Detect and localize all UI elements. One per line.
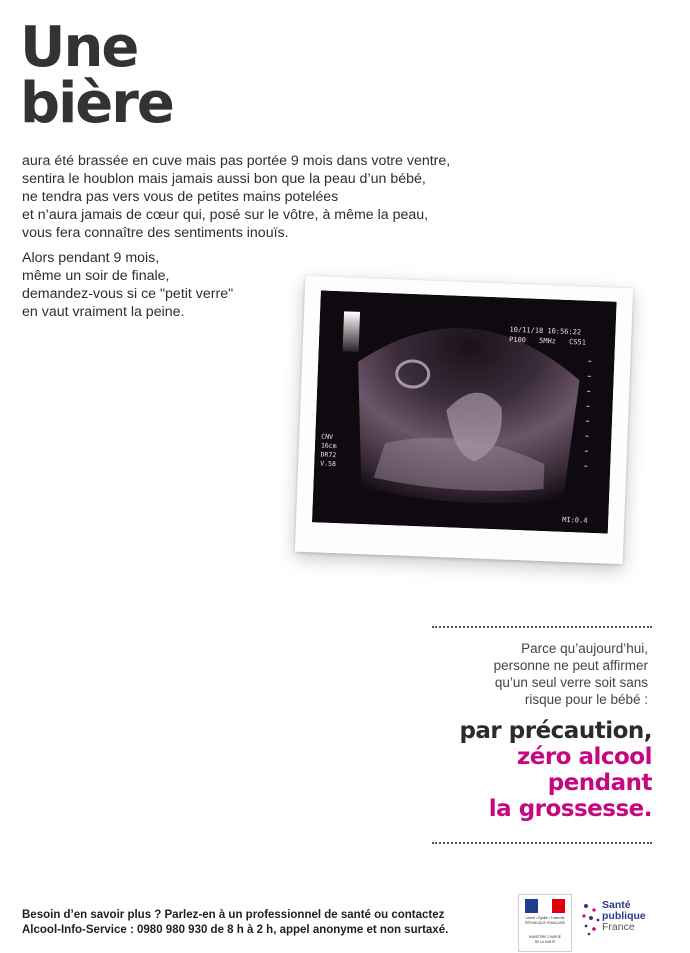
ultrasound-frequency: 5MHz (538, 336, 557, 346)
body-line: vous fera connaître des sentiments inouïs. (22, 225, 289, 241)
subcopy-line: risque pour le bébé : (524, 692, 648, 707)
subcopy (430, 640, 648, 708)
ultrasound-readout: CNV (321, 432, 334, 441)
ultrasound-mode: CS51 (568, 337, 587, 347)
gov-motto: Liberté • Égalité • Fraternité (525, 916, 565, 920)
sp-line-3: France (602, 921, 635, 933)
slogan-line-3: pendant (547, 770, 652, 796)
french-flag-icon (525, 899, 565, 913)
body-line: sentira le houblon mais jamais aussi bon que la peau d’un bébé, (22, 171, 426, 187)
gov-ministry: DE LA SANTÉ (534, 940, 556, 944)
body-line: en vaut vraiment la peine. (22, 304, 185, 320)
body-line: même un soir de finale, (22, 268, 170, 284)
republique-francaise-logo (518, 894, 572, 952)
slogan-line-4: la grossesse. (488, 796, 652, 822)
subcopy-line: personne ne peut affirmer (493, 658, 648, 673)
dotted-divider (432, 842, 652, 844)
sante-publique-france-logo (580, 898, 680, 942)
headline-line-2: bière (20, 71, 173, 136)
footer-line-2: Alcool-Info-Service : 0980 980 930 de 8 h à 2 h, appel anonyme et non surtaxé. (22, 924, 449, 936)
slogan-line-1: par précaution, (459, 718, 652, 744)
ultrasound-timestamp: 10/11/18 10:56:22 (509, 325, 582, 337)
headline-line-1: Une (20, 15, 138, 80)
body-line: demandez-vous si ce "petit verre" (22, 286, 234, 302)
subcopy-line: qu’un seul verre soit sans (494, 675, 648, 690)
body-line: Alors pendant 9 mois, (22, 250, 160, 266)
sp-line-1: Santé (602, 899, 631, 911)
slogan-line-2: zéro alcool (516, 744, 652, 770)
footer-line-1: Besoin d’en savoir plus ? Parlez-en à un professionnel de santé ou contactez (22, 909, 445, 921)
slogan (380, 718, 652, 822)
subcopy-line: Parce qu’aujourd’hui, (521, 641, 648, 656)
ultrasound-image (312, 290, 617, 533)
body-line: et n’aura jamais de cœur qui, posé sur le vôtre, à même la peau, (22, 207, 429, 223)
ultrasound-readout: V.58 (320, 459, 337, 469)
dotted-divider (432, 626, 652, 628)
sante-publique-text (602, 900, 646, 933)
sante-publique-dots-icon (580, 902, 602, 938)
ultrasound-readout: 16cm (320, 441, 337, 451)
gov-ministry: MINISTÈRE CHARGÉ (529, 935, 561, 939)
body-line: ne tendra pas vers vous de petites mains potelées (22, 189, 339, 205)
ultrasound-photo (295, 276, 633, 564)
gov-republic: RÉPUBLIQUE FRANÇAISE (525, 921, 565, 925)
ultrasound-mi: MI:0.4 (562, 515, 588, 525)
ultrasound-probe: P100 (508, 335, 527, 345)
body-line: aura été brassée en cuve mais pas portée 9 mois dans votre ventre, (22, 153, 451, 169)
footer-contact (22, 908, 502, 938)
headline (20, 15, 173, 136)
sp-line-2: publique (602, 910, 646, 922)
body-paragraph-1 (22, 152, 502, 242)
ultrasound-readout: DR72 (320, 450, 337, 460)
